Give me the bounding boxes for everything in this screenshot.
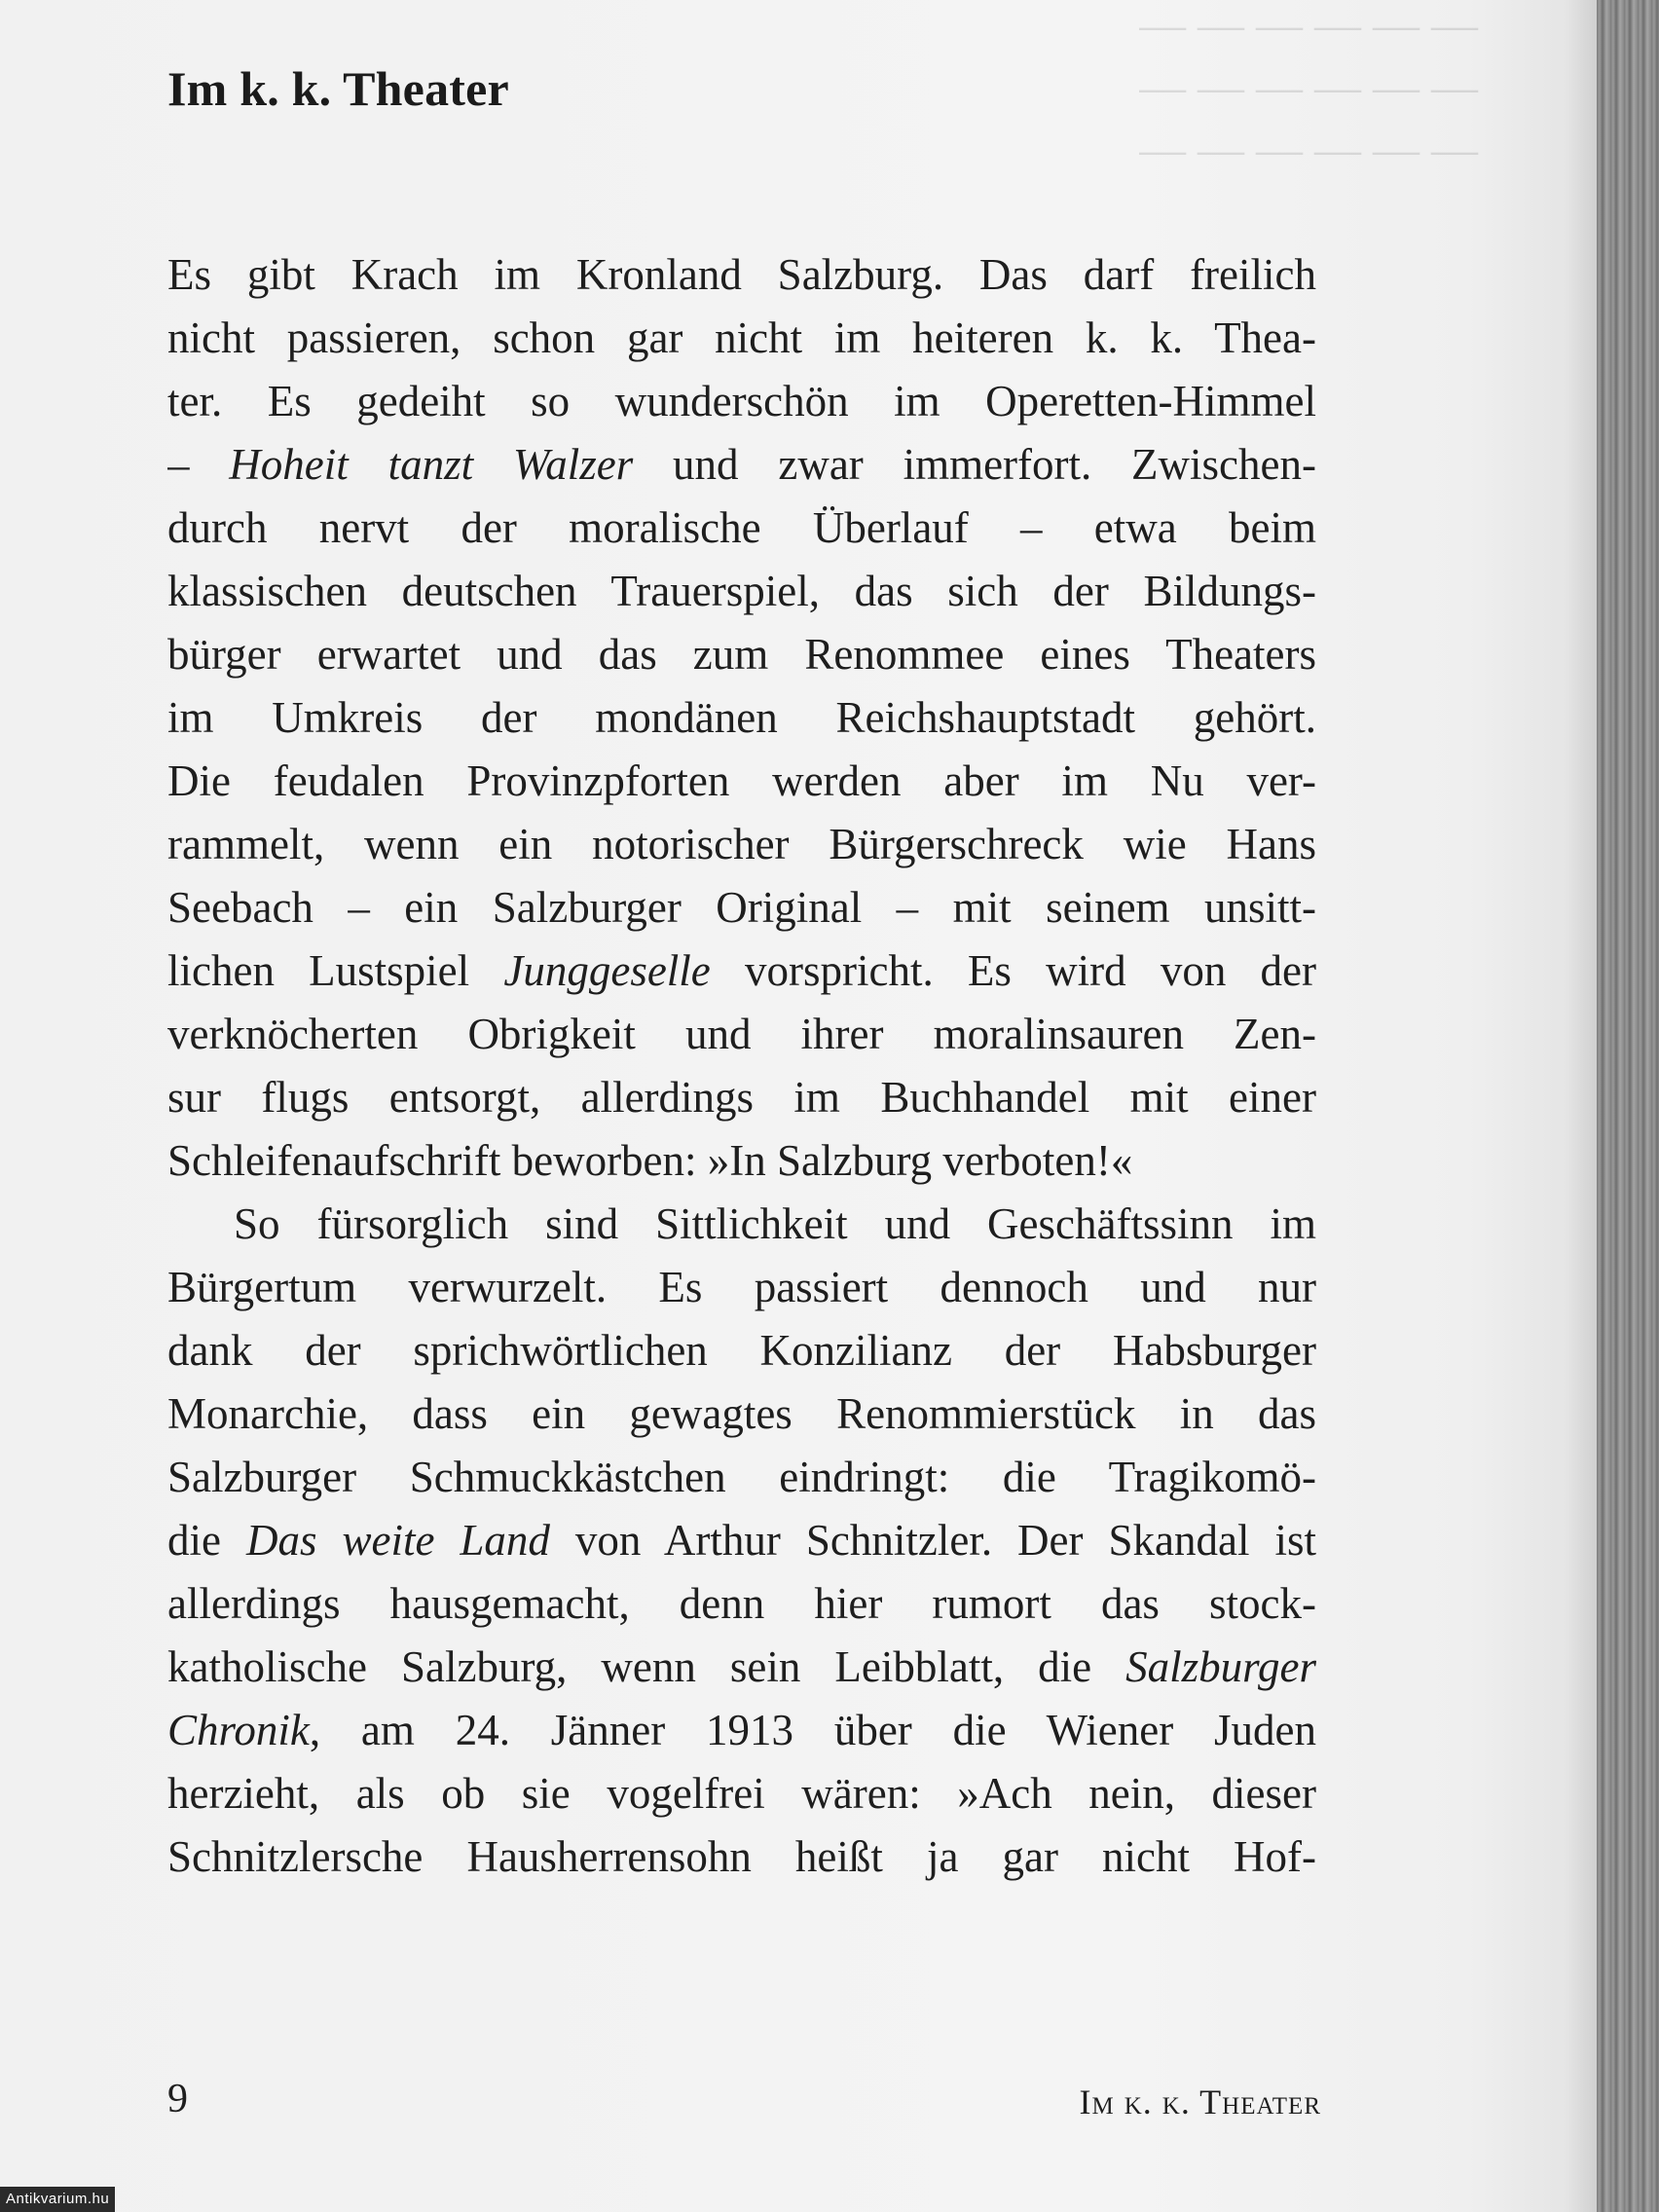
text-line: bürger erwartet und das zum Renommee eines Theaters: [167, 630, 1316, 679]
text-line: rammelt, wenn ein notorischer Bürgerschreck wie Hans: [167, 820, 1316, 868]
text-fragment: die: [167, 1516, 246, 1565]
text-fragment: –: [167, 440, 230, 489]
text-line: [167, 940, 1316, 1003]
text-line: Schleifenaufschrift beworben: »In Salzburg verboten!«: [167, 1136, 1133, 1185]
body-text: [167, 243, 1316, 1889]
text-line: [167, 1636, 1316, 1699]
text-line: nicht passieren, schon gar nicht im heiteren k. k. Thea-: [167, 313, 1316, 362]
text-line: Es gibt Krach im Kronland Salzburg. Das darf freilich: [167, 250, 1316, 299]
italic-title: Salzburger: [1125, 1642, 1316, 1691]
text-line: ter. Es gedeiht so wunderschön im Operetten-Himmel: [167, 377, 1316, 425]
text-line: durch nervt der moralische Überlauf – etwa beim: [167, 503, 1316, 552]
text-line: im Umkreis der mondänen Reichshauptstadt gehört.: [167, 693, 1316, 742]
text-line: verknöcherten Obrigkeit und ihrer moralinsauren Zen-: [167, 1010, 1316, 1058]
italic-title: Chronik: [167, 1706, 310, 1754]
text-line: [167, 1509, 1316, 1572]
text-line: [167, 1699, 1316, 1762]
text-fragment: , am 24. Jänner 1913 über die Wiener Juden: [309, 1706, 1316, 1754]
text-fragment: vorspricht. Es wird von der: [710, 946, 1316, 995]
italic-title: Junggeselle: [503, 946, 711, 995]
page-number: 9: [167, 2077, 188, 2121]
text-fragment: von Arthur Schnitzler. Der Skandal ist: [549, 1516, 1316, 1565]
text-line: [167, 433, 1316, 497]
italic-title: Hoheit tanzt Walzer: [229, 440, 634, 489]
text-fragment: katholische Salzburg, wenn sein Leibblatt, die: [167, 1642, 1126, 1691]
text-line: Monarchie, dass ein gewagtes Renommierstück in das: [167, 1389, 1316, 1438]
text-line: Schnitzlersche Hausherrensohn heißt ja gar nicht Hof-: [167, 1832, 1316, 1881]
watermark: Antikvarium.hu: [0, 2187, 115, 2212]
text-fragment: lichen Lustspiel: [167, 946, 504, 995]
show-through-text: — — — — — — — — — — — — — — — — — —: [1139, 0, 1478, 175]
running-head: Im k. k. Theater: [1079, 2083, 1321, 2121]
text-line: dank der sprichwörtlichen Konzilianz der Habsburger: [167, 1326, 1316, 1375]
text-line: Bürgertum verwurzelt. Es passiert dennoch und nur: [167, 1263, 1316, 1311]
text-line: So fürsorglich sind Sittlichkeit und Geschäftssinn im: [234, 1199, 1316, 1248]
text-line: Salzburger Schmuckkästchen eindringt: die Tragikomö-: [167, 1453, 1316, 1501]
text-line: herzieht, als ob sie vogelfrei wären: »Ach nein, dieser: [167, 1769, 1316, 1818]
chapter-heading: Im k. k. Theater: [167, 61, 509, 116]
book-edge: [1597, 0, 1659, 2212]
page-footer: [167, 2076, 1321, 2124]
text-fragment: und zwar immerfort. Zwischen-: [633, 440, 1316, 489]
text-line: allerdings hausgemacht, denn hier rumort das stock-: [167, 1579, 1316, 1628]
text-line: klassischen deutschen Trauerspiel, das sich der Bildungs-: [167, 567, 1316, 615]
text-line: Seebach – ein Salzburger Original – mit seinem unsitt-: [167, 883, 1316, 932]
italic-title: Das weite Land: [245, 1516, 550, 1565]
text-line: sur flugs entsorgt, allerdings im Buchhandel mit einer: [167, 1073, 1316, 1122]
text-line: Die feudalen Provinzpforten werden aber im Nu ver-: [167, 756, 1316, 805]
